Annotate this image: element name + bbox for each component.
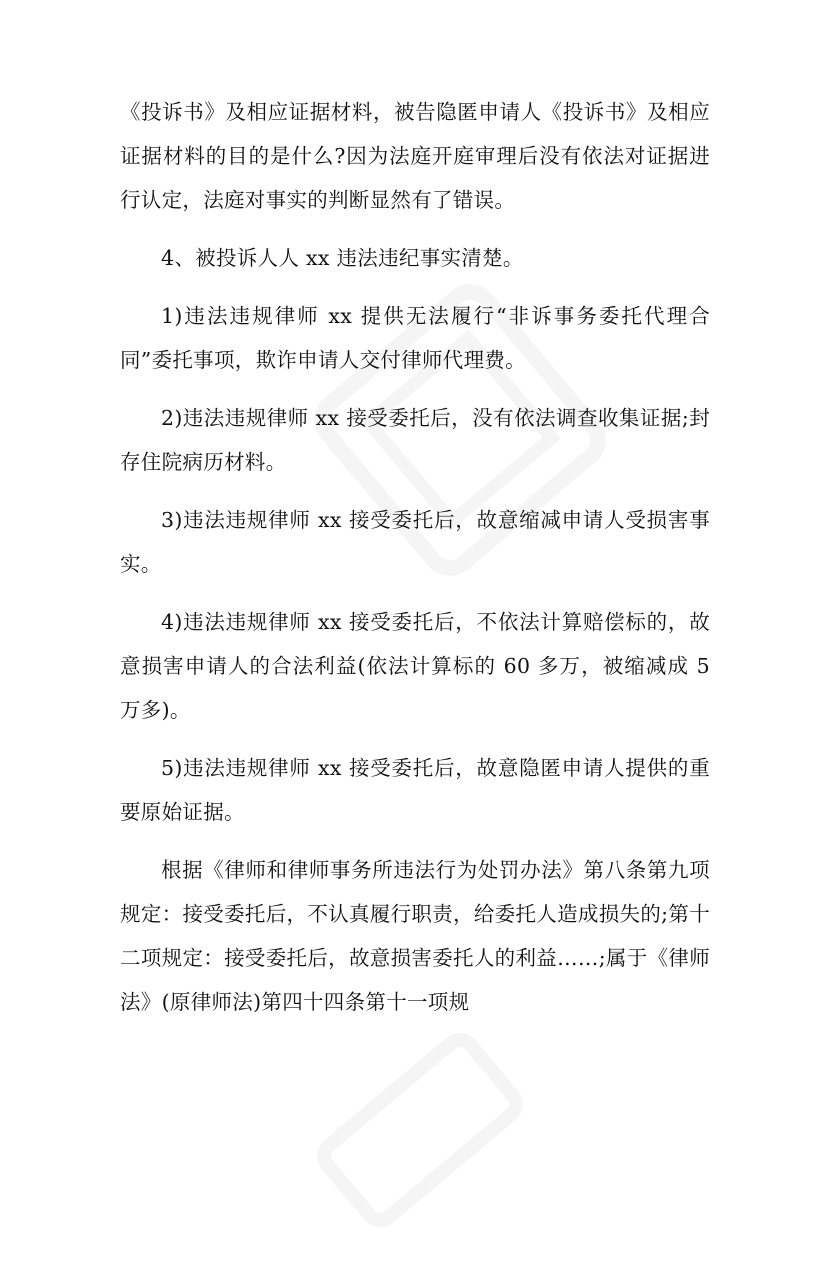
paragraph: 4)违法违规律师 xx 接受委托后，不依法计算赔偿标的，故意损害申请人的合法利益(依法计算标的 60 多万，被缩减成 5 万多)。	[120, 610, 710, 722]
paragraph: 3)违法违规律师 xx 接受委托后，故意缩减申请人受损害事实。	[120, 508, 710, 576]
paragraph: 2)违法违规律师 xx 接受委托后，没有依法调查收集证据;封存住院病历材料。	[120, 406, 710, 474]
watermark-seal-icon-bottom	[283, 999, 557, 1261]
paragraph: 根据《律师和律师事务所违法行为处罚办法》第八条第九项规定：接受委托后，不认真履行职责，给委托人造成损失的;第十二项规定：接受委托后，故意损害委托人的利益……;属于《律师法》(原律师法)第四十四条第十一项规	[120, 858, 710, 1014]
paragraph: 4、被投诉人人 xx 违法违纪事实清楚。	[161, 246, 524, 270]
paragraph: 5)违法违规律师 xx 接受委托后，故意隐匿申请人提供的重要原始证据。	[120, 756, 710, 824]
paragraph: 《投诉书》及相应证据材料，被告隐匿申请人《投诉书》及相应证据材料的目的是什么?因为法庭开庭审理后没有依法对证据进行认定，法庭对事实的判断显然有了错误。	[120, 100, 710, 212]
document-body	[120, 90, 710, 1038]
paragraph: 1)违法违规律师 xx 提供无法履行“非诉事务委托代理合同”委托事项，欺诈申请人交付律师代理费。	[120, 304, 710, 372]
